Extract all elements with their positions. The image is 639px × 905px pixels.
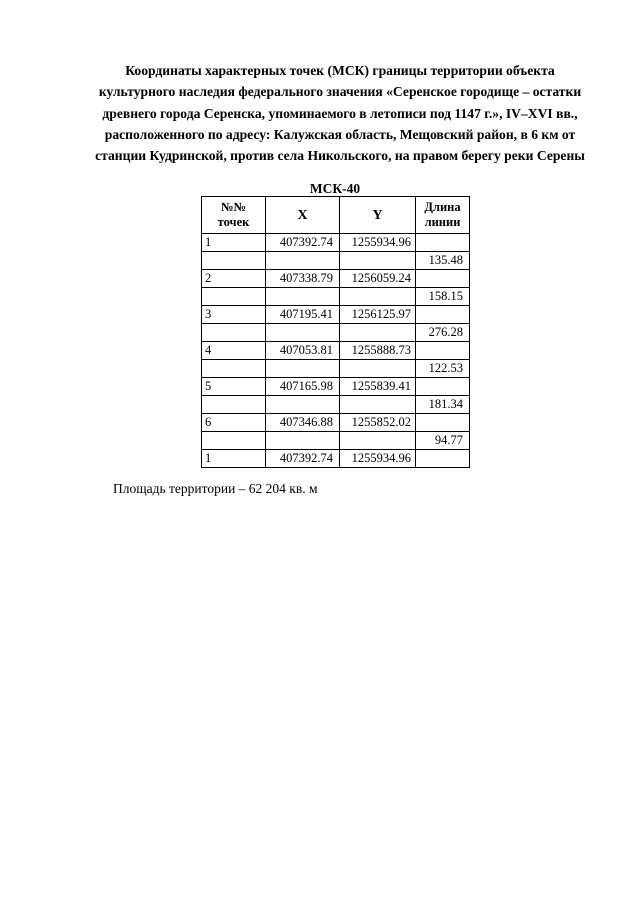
table-caption: МСК-40 xyxy=(309,181,361,196)
table-body xyxy=(202,234,470,468)
table-row xyxy=(202,288,470,306)
table-row xyxy=(202,378,470,396)
point-number-cell xyxy=(202,288,266,306)
line-length-cell: 158.15 xyxy=(416,288,470,306)
title-line: культурного наследия федерального значения «Серенское городище – остатки xyxy=(98,84,582,100)
point-number-cell xyxy=(202,324,266,342)
line-length-cell xyxy=(416,234,470,252)
title-line: Координаты характерных точек (МСК) границы территории объекта xyxy=(125,63,555,78)
document-title xyxy=(70,60,610,166)
point-number-cell: 5 xyxy=(202,378,266,396)
line-length-cell: 135.48 xyxy=(416,252,470,270)
y-coordinate-cell xyxy=(340,360,416,378)
y-coordinate-cell: 1255888.73 xyxy=(340,342,416,360)
point-number-cell xyxy=(202,360,266,378)
y-coordinate-cell: 1255839.41 xyxy=(340,378,416,396)
header-point-number-line2: точек xyxy=(217,215,250,229)
y-coordinate-cell: 1255934.96 xyxy=(340,234,416,252)
header-line-length-line2: линии xyxy=(424,215,461,229)
line-length-cell: 122.53 xyxy=(416,360,470,378)
header-y: Y xyxy=(340,197,416,234)
table-row xyxy=(202,252,470,270)
title-line: древнего города Серенска, упоминаемого в летописи под 1147 г.», IV–XVI вв., xyxy=(102,105,578,121)
x-coordinate-cell: 407392.74 xyxy=(266,450,340,468)
x-coordinate-cell: 407346.88 xyxy=(266,414,340,432)
line-length-cell xyxy=(416,306,470,324)
header-line-length-line1: Длина xyxy=(424,200,461,214)
x-coordinate-cell xyxy=(266,360,340,378)
point-number-cell: 1 xyxy=(202,234,266,252)
line-length-cell xyxy=(416,450,470,468)
header-line-length xyxy=(416,197,470,234)
line-length-cell xyxy=(416,414,470,432)
line-length-cell xyxy=(416,270,470,288)
x-coordinate-cell: 407053.81 xyxy=(266,342,340,360)
point-number-cell: 1 xyxy=(202,450,266,468)
line-length-cell xyxy=(416,342,470,360)
y-coordinate-cell xyxy=(340,288,416,306)
area-text: Площадь территории – 62 204 кв. м xyxy=(113,481,318,496)
line-length-cell: 94.77 xyxy=(416,432,470,450)
line-length-cell: 181.34 xyxy=(416,396,470,414)
y-coordinate-cell: 1256059.24 xyxy=(340,270,416,288)
x-coordinate-cell xyxy=(266,288,340,306)
table-row xyxy=(202,306,470,324)
table-header-row xyxy=(202,197,470,234)
x-coordinate-cell xyxy=(266,432,340,450)
table-row xyxy=(202,234,470,252)
header-point-number xyxy=(202,197,266,234)
point-number-cell xyxy=(202,396,266,414)
y-coordinate-cell: 1255934.96 xyxy=(340,450,416,468)
y-coordinate-cell xyxy=(340,324,416,342)
table-row xyxy=(202,414,470,432)
title-line: расположенного по адресу: Калужская область, Мещовский район, в 6 км от xyxy=(104,126,576,142)
table-row xyxy=(202,342,470,360)
point-number-cell: 3 xyxy=(202,306,266,324)
x-coordinate-cell: 407338.79 xyxy=(266,270,340,288)
table-row xyxy=(202,432,470,450)
x-coordinate-cell xyxy=(266,324,340,342)
table-row xyxy=(202,270,470,288)
coordinates-table xyxy=(201,196,470,468)
table-row xyxy=(202,396,470,414)
y-coordinate-cell: 1256125.97 xyxy=(340,306,416,324)
point-number-cell xyxy=(202,432,266,450)
header-point-number-line1: №№ xyxy=(220,200,247,214)
x-coordinate-cell: 407392.74 xyxy=(266,234,340,252)
y-coordinate-cell xyxy=(340,432,416,450)
x-coordinate-cell: 407195.41 xyxy=(266,306,340,324)
line-length-cell: 276.28 xyxy=(416,324,470,342)
point-number-cell xyxy=(202,252,266,270)
point-number-cell: 4 xyxy=(202,342,266,360)
y-coordinate-cell xyxy=(340,396,416,414)
line-length-cell xyxy=(416,378,470,396)
table-row xyxy=(202,450,470,468)
title-line: станции Кудринской, против села Никольского, на правом берегу реки Серены xyxy=(95,148,585,164)
x-coordinate-cell xyxy=(266,252,340,270)
table-row xyxy=(202,360,470,378)
point-number-cell: 2 xyxy=(202,270,266,288)
table-row xyxy=(202,324,470,342)
x-coordinate-cell xyxy=(266,396,340,414)
point-number-cell: 6 xyxy=(202,414,266,432)
x-coordinate-cell: 407165.98 xyxy=(266,378,340,396)
y-coordinate-cell: 1255852.02 xyxy=(340,414,416,432)
header-x: X xyxy=(266,197,340,234)
y-coordinate-cell xyxy=(340,252,416,270)
